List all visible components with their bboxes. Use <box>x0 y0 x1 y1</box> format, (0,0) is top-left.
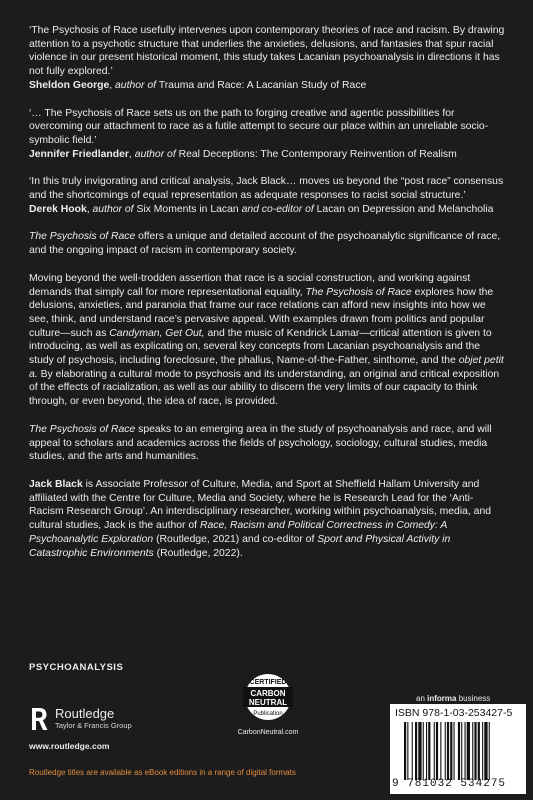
endorsement-text: ‘… The Psychosis of Race sets us on the path to forging creative and agentic possibilities for overcoming our attachment to race as a futile attempt to secure our place within an unreliable socio-symbolic field.’ <box>29 107 489 146</box>
endorsement <box>29 24 507 93</box>
barcode-bar <box>454 722 455 780</box>
isbn-text: ISBN 978-1-03-253427-5 <box>395 707 513 719</box>
endorser-name: Derek Hook <box>29 203 87 215</box>
cn-mid-text-2: NEUTRAL <box>248 698 288 707</box>
barcode-bar <box>412 722 413 780</box>
endorser-role-prefix: author of <box>92 203 134 215</box>
endorsement-text: ‘In this truly invigorating and critical analysis, Jack Black… moves us beyond the “post race” consensus and the shortcomings of equal representation as adequate responses to racist social structure.’ <box>29 176 504 202</box>
cover-text <box>29 24 507 574</box>
cn-bottom-text: Publication <box>253 711 283 717</box>
endorsement-attribution: Jennifer Friedlander, author of Real Deceptions: The Contemporary Reinvention of Realism <box>29 148 457 160</box>
barcode-bar <box>474 722 476 780</box>
description-text: and the music of Kendrick Lamar—critical attention is given to introducing, as well as explicating on, several key concepts from Lacanian psychoanalysis and the study of psychosis, including foreclosure, the phallus, Name-of-the-Father, sinthome, and the <box>29 327 492 367</box>
barcode-bar <box>428 722 430 780</box>
book-title-ref: The Psychosis of Race <box>29 231 136 243</box>
concept-term: objet petit a. <box>29 355 504 380</box>
publisher-name: Routledge <box>55 706 115 721</box>
subject-category: PSYCHOANALYSIS <box>29 662 124 673</box>
barcode-bar <box>423 722 424 780</box>
barcode-bar <box>407 722 408 780</box>
endorsement <box>29 175 507 216</box>
endorser-name: Jennifer Friedlander <box>29 148 129 160</box>
description-text: explores how the delusions, anxieties, and paranoia that frame our race relations can afford new insights into how we see, think, and understand race’s pervasive appeal. With examples drawn from politics and popular culture—such as <box>29 286 494 339</box>
barcode-bar <box>436 722 438 780</box>
bio-text: is Associate Professor of Culture, Media, and Sport at Sheffield Hallam University and affiliated with the Centre for Culture, Media and Society, where he is Research Lead for the ‘Anti-Racism Research Group’. An interdisciplinary researcher, working within psychoanalysis, media, and cultural studies, Jack is the author of <box>29 478 492 532</box>
author-book-title: Sport and Physical Activity in Catastrophic Environments <box>29 533 451 559</box>
barcode-bar <box>484 722 487 780</box>
endorsement <box>29 107 507 162</box>
barcode-bar <box>482 722 483 780</box>
author-bio <box>29 478 507 560</box>
author-name: Jack Black <box>29 478 83 490</box>
barcode-bar <box>445 722 446 780</box>
barcode-bar <box>472 722 473 780</box>
description-paragraph <box>29 423 507 464</box>
barcode-bar <box>489 722 490 780</box>
description-text: speaks to an emerging area in the study of psychoanalysis and race, and will appeal to scholars and academics across the fields of psychology, sociology, cultural studies, media studies, and the arts and humanities. <box>29 423 492 463</box>
endorsement-attribution: Derek Hook, author of Six Moments in Lacan and co-editor of Lacan on Depression and Melancholia <box>29 203 494 215</box>
barcode-bar <box>467 722 470 780</box>
publisher-logo <box>29 706 132 732</box>
endorser-role-prefix: author of <box>134 148 176 160</box>
carbon-neutral-badge <box>228 672 308 736</box>
endorser-role-prefix: author of <box>115 79 157 91</box>
endorser-book-title: Six Moments in Lacan <box>136 203 239 215</box>
barcode-bars <box>404 722 522 780</box>
description-text: By elaborating a cultural mode to psychosis and its understanding, an original and critical exposition of the effects of racialization, as well as our ability to discern the very limits of our capacity to think through, or even beyond, the idea of race, is provided. <box>29 368 500 408</box>
barcode-bar <box>415 722 417 780</box>
endorser-book-title: Trauma and Race: A Lacanian Study of Race <box>158 79 367 91</box>
barcode-bar <box>434 722 435 780</box>
publisher-name-block <box>55 707 132 731</box>
carbon-neutral-logo <box>237 672 299 722</box>
barcode-bar <box>404 722 406 780</box>
cn-mid-text-1: CARBON <box>250 689 286 698</box>
book-title-ref: The Psychosis of Race <box>29 423 136 435</box>
publisher-website: www.routledge.com <box>29 741 110 751</box>
ebook-availability-note: Routledge titles are available as eBook editions in a range of digital formats <box>29 768 296 777</box>
bio-text: (Routledge, 2022). <box>156 547 243 559</box>
bio-text: (Routledge, 2021) and co-editor of <box>156 533 315 545</box>
author-book-title: Race, Racism and Political Correctness in Comedy: A Psychoanalytic Exploration <box>29 520 447 545</box>
informa-brand: informa <box>427 694 457 703</box>
endorser-role-suffix: and co-editor of <box>241 203 314 215</box>
book-title-ref: The Psychosis of Race <box>305 286 412 298</box>
barcode-bar <box>418 722 421 780</box>
film-titles: Candyman, Get Out, <box>109 327 205 339</box>
endorser-book-title-2: Lacan on Depression and Melancholia <box>316 203 494 215</box>
barcode-bar <box>447 722 449 780</box>
description-paragraph <box>29 272 507 409</box>
routledge-r-icon <box>29 706 49 732</box>
endorser-book-title: Real Deceptions: The Contemporary Reinvention of Realism <box>178 148 457 160</box>
description-text: offers a unique and detailed account of the psychoanalytic significance of race, and the ongoing impact of racism in contemporary society. <box>29 231 501 257</box>
isbn-barcode <box>390 704 526 794</box>
informa-lead: an <box>416 694 425 703</box>
barcode-bar <box>440 722 441 780</box>
informa-tail: business <box>458 694 491 703</box>
informa-tagline <box>416 694 490 703</box>
endorsement-attribution: Sheldon George, author of Trauma and Race: A Lacanian Study of Race <box>29 79 367 91</box>
barcode-bar <box>426 722 427 780</box>
endorsement-text: ‘The Psychosis of Race usefully intervenes upon contemporary theories of race and racism. By drawing attention to a psychotic structure that underlies the anxieties, delusions, and fantasies that spur racial violence in our present historical moment, this study takes Lacanian psychoanalysis in directions it has not fully explored.’ <box>29 25 505 78</box>
barcode-bar <box>465 722 466 780</box>
description-paragraph <box>29 230 507 257</box>
publisher-group: Taylor & Francis Group <box>55 721 132 730</box>
book-description <box>29 230 507 560</box>
barcode-bar <box>461 722 462 780</box>
barcode-bar <box>478 722 480 780</box>
endorser-name: Sheldon George <box>29 79 110 91</box>
barcode-digits: 9 781032 534275 <box>392 778 507 790</box>
cn-top-text: CERTIFIED <box>249 679 287 686</box>
carbon-neutral-website: CarbonNeutral.com <box>237 729 299 736</box>
barcode-bar <box>458 722 460 780</box>
description-text: Moving beyond the well-trodden assertion that race is a social construction, and working against demands that simply call for more representational equality, <box>29 272 471 298</box>
barcode-bar <box>450 722 452 780</box>
